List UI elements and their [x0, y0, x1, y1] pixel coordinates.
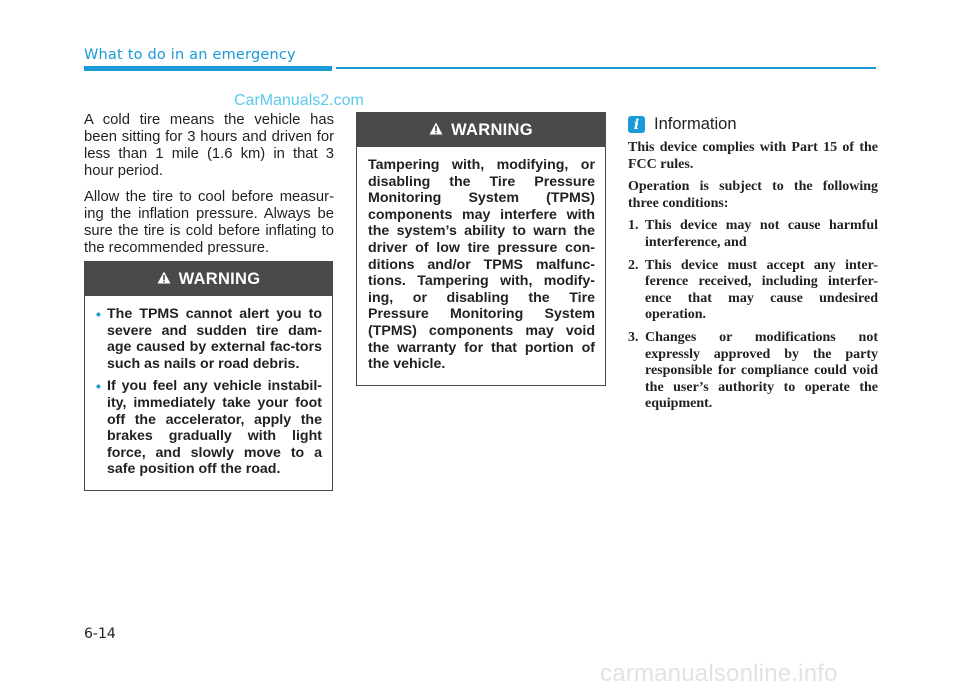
- info-icon: i: [628, 116, 645, 133]
- warning-box-middle: [356, 112, 606, 386]
- warning-text: Tampering with, modifying, or disabling the Tire Pressure Monitoring System (TPMS) components may interfere with the system’s ability to warn the driver of low tire pressure con-ditions and/or TPMS malfunc-tions. Tampering with, modify-ing, or disabling the Tire Pressure Monitoring System (TPMS) components may void the warranty for that portion of the vehicle.: [368, 157, 595, 373]
- list-item: • If you feel any vehicle instabil-ity, immediately take your foot off the accelerator, apply the brakes gradually with light force, and slowly move to a safe position off the road.: [96, 378, 322, 478]
- section-title: What to do in an emergency: [84, 47, 296, 63]
- information-title: Information: [654, 115, 737, 133]
- warning-box-left: [84, 261, 333, 491]
- paragraph: Operation is subject to the following three conditions:: [628, 179, 878, 211]
- header-rule-thin: [336, 67, 876, 69]
- list-item: 1. This device may not cause harmful interference, and: [628, 218, 878, 250]
- left-column: [84, 112, 334, 266]
- warning-body: [357, 147, 605, 385]
- paragraph: This device complies with Part 15 of the FCC rules.: [628, 140, 878, 172]
- warning-triangle-icon: [157, 270, 171, 289]
- warning-header: [85, 262, 332, 296]
- list-number: 1.: [628, 218, 639, 234]
- list-item: 3. Changes or modifications not expressly approved by the party responsible for compliance could void the user’s authority to operate the equipment.: [628, 329, 878, 412]
- bullet-icon: •: [96, 378, 101, 395]
- list-number: 2.: [628, 257, 639, 273]
- watermark-link[interactable]: CarManuals2.com: [234, 92, 364, 109]
- footer-watermark[interactable]: carmanualsonline.info: [600, 660, 838, 687]
- list-item: • The TPMS cannot alert you to severe and sudden tire dam-age caused by external fac-tors such as nails or road debris.: [96, 306, 322, 372]
- header-rule-thick: [84, 66, 332, 71]
- warning-header: [357, 113, 605, 147]
- warning-title: WARNING: [178, 269, 261, 288]
- right-column: [628, 140, 878, 419]
- paragraph: A cold tire means the vehicle has been sitting for 3 hours and driven for less than 1 mile (1.6 km) in that 3 hour period.: [84, 112, 334, 179]
- list-item: 2. This device must accept any inter-ference received, including interfer-ence that may cause undesired operation.: [628, 257, 878, 323]
- page-number: 6-14: [84, 626, 116, 642]
- bullet-icon: •: [96, 306, 101, 322]
- warning-title: WARNING: [451, 120, 533, 139]
- warning-triangle-icon: [429, 121, 443, 140]
- information-heading: [628, 115, 737, 134]
- list-number: 3.: [628, 329, 639, 345]
- paragraph: Allow the tire to cool before measur-ing the inflation pressure. Always be sure the tire is cold before inflating to the recommended pressure.: [84, 189, 334, 256]
- warning-body: [85, 296, 332, 490]
